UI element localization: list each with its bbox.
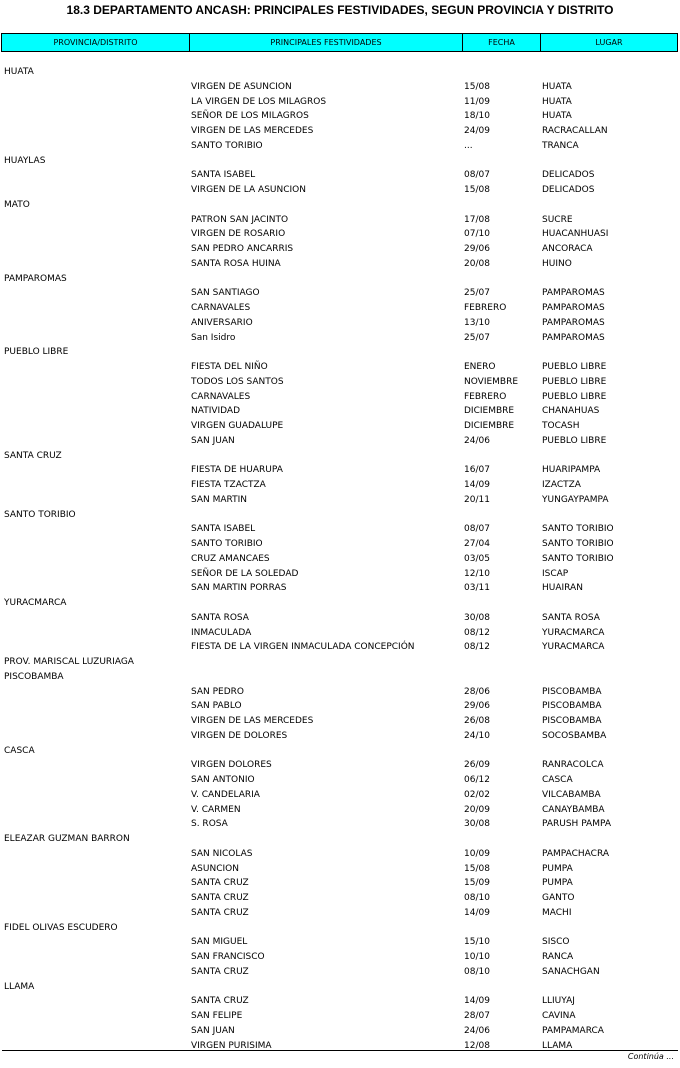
- festivity-date: 12/10: [464, 568, 490, 579]
- province-district-row: [0, 744, 680, 759]
- festivity-row: [0, 316, 680, 331]
- festivity-place: MACHI: [542, 907, 572, 918]
- festivity-name: SAN FRANCISCO: [191, 952, 265, 962]
- column-header-fecha: FECHA: [463, 34, 541, 51]
- festivity-row: [0, 419, 680, 434]
- festivity-date: 08/12: [464, 627, 490, 638]
- festivity-date: 28/06: [464, 686, 490, 697]
- festivity-date: 26/08: [464, 716, 490, 726]
- festivity-row: [0, 360, 680, 375]
- province-district-row: [0, 670, 680, 685]
- festivity-row: [0, 463, 680, 478]
- festivity-date: DICIEMBRE: [464, 421, 515, 431]
- district-name: PAMPAROMAS: [4, 273, 67, 284]
- festivity-row: [0, 213, 680, 228]
- festivity-place: YURACMARCA: [542, 642, 605, 653]
- festivity-row: [0, 581, 680, 596]
- festivity-row: [0, 95, 680, 110]
- festivity-name: PATRON SAN JACINTO: [191, 214, 289, 225]
- festivity-row: [0, 537, 680, 552]
- festivity-name: SAN ANTONIO: [191, 775, 255, 785]
- festivity-date: 03/11: [464, 583, 490, 594]
- festivity-date: NOVIEMBRE: [464, 376, 519, 387]
- province-district-row: [0, 65, 680, 80]
- festivity-name: SEÑOR DE LA SOLEDAD: [191, 568, 299, 579]
- festivity-date: 18/10: [464, 111, 490, 122]
- festivity-name: VIRGEN DE ASUNCION: [191, 81, 292, 92]
- festivity-place: PUMPA: [542, 878, 573, 889]
- festivity-date: 06/12: [464, 775, 490, 785]
- column-header-lugar: LUGAR: [595, 38, 623, 47]
- festivity-date: 20/11: [464, 494, 490, 505]
- festivity-row: [0, 965, 680, 980]
- festivity-place: LLAMA: [542, 1040, 573, 1051]
- festivity-place: DELICADOS: [542, 185, 595, 195]
- festivity-row: [0, 390, 680, 405]
- festivity-place: PUMPA: [542, 863, 573, 874]
- column-header-festividades: PRINCIPALES FESTIVIDADES: [190, 34, 463, 51]
- festivity-row: [0, 876, 680, 891]
- festivity-name: SANTO TORIBIO: [191, 140, 263, 151]
- district-name: PISCOBAMBA: [4, 671, 64, 682]
- festivity-name: NATIVIDAD: [191, 406, 241, 417]
- festivity-row: [0, 242, 680, 257]
- festivity-row: [0, 994, 680, 1009]
- festivity-name: CARNAVALES: [191, 303, 251, 313]
- festivity-date: 08/07: [464, 524, 490, 535]
- page-title: 18.3 DEPARTAMENTO ANCASH: PRINCIPALES FESTIVIDADES, SEGUN PROVINCIA Y DISTRITO: [66, 3, 614, 17]
- festivity-name: SAN PEDRO: [191, 686, 245, 697]
- province-district-row: [0, 154, 680, 169]
- festivity-row: [0, 729, 680, 744]
- festivity-date: 07/10: [464, 229, 490, 240]
- festivity-place: HUATA: [542, 81, 572, 92]
- festivity-date: 30/08: [464, 612, 490, 623]
- festivity-date: FEBRERO: [464, 303, 507, 313]
- province-district-row: [0, 596, 680, 611]
- festivity-name: SANTA CRUZ: [191, 966, 249, 977]
- festivity-row: [0, 552, 680, 567]
- festivity-date: 15/09: [464, 878, 490, 889]
- festivity-row: [0, 611, 680, 626]
- festivity-place: HUARIPAMPA: [542, 465, 601, 476]
- festivity-row: [0, 699, 680, 714]
- festivity-name: FIESTA DE HUARUPA: [191, 465, 283, 476]
- festivity-row: [0, 950, 680, 965]
- festivity-row: [0, 817, 680, 832]
- festivity-date: 25/07: [464, 332, 490, 343]
- festivity-place: RACRACALLAN: [542, 126, 608, 136]
- festivity-date: 16/07: [464, 465, 490, 476]
- table-header: [1, 33, 678, 52]
- festivity-date: 14/09: [464, 480, 490, 490]
- festivity-name: FIESTA DE LA VIRGEN INMACULADA CONCEPCIÓN: [191, 642, 415, 653]
- festivity-date: 29/06: [464, 244, 490, 254]
- festivity-place: CAVINA: [542, 1011, 576, 1021]
- festivity-name: VIRGEN DE LAS MERCEDES: [191, 126, 314, 136]
- festivity-place: PUEBLO LIBRE: [542, 376, 607, 387]
- festivity-date: 24/06: [464, 1025, 490, 1036]
- festivity-date: 25/07: [464, 288, 490, 299]
- festivity-row: [0, 906, 680, 921]
- province-district-row: [0, 345, 680, 360]
- province-district-row: [0, 832, 680, 847]
- festivity-date: 12/08: [464, 1040, 490, 1051]
- festivity-name: FIESTA TZACTZA: [191, 480, 266, 490]
- province-district-row: [0, 655, 680, 670]
- festivity-place: ANCORACA: [542, 244, 593, 254]
- festivity-row: [0, 862, 680, 877]
- festivity-name: SAN MARTIN: [191, 494, 248, 505]
- district-name: MATO: [4, 199, 30, 210]
- festivity-row: [0, 1009, 680, 1024]
- festivity-place: PAMPAMARCA: [542, 1025, 604, 1036]
- festivity-date: 28/07: [464, 1011, 490, 1021]
- festivity-date: FEBRERO: [464, 391, 507, 402]
- festivity-row: [0, 626, 680, 641]
- festivity-row: [0, 567, 680, 582]
- festivity-name: SAN JUAN: [191, 1025, 235, 1036]
- festivity-name: SEÑOR DE LOS MILAGROS: [191, 111, 309, 122]
- festivity-place: PUEBLO LIBRE: [542, 435, 607, 446]
- festivity-date: 08/12: [464, 642, 490, 653]
- festivity-place: GANTO: [542, 893, 575, 903]
- district-name: PROV. MARISCAL LUZURIAGA: [4, 657, 134, 667]
- festivity-place: PUEBLO LIBRE: [542, 391, 607, 402]
- festivity-name: INMACULADA: [191, 627, 252, 638]
- festivity-date: 14/09: [464, 996, 490, 1007]
- festivity-date: 27/04: [464, 539, 490, 549]
- festivity-row: [0, 685, 680, 700]
- festivity-name: SANTA CRUZ: [191, 893, 249, 903]
- district-name: PUEBLO LIBRE: [4, 347, 69, 358]
- district-name: YURACMARCA: [4, 598, 67, 608]
- festivity-row: [0, 640, 680, 655]
- festivity-date: 10/10: [464, 952, 490, 962]
- festivity-row: [0, 124, 680, 139]
- festivity-name: VIRGEN DOLORES: [191, 760, 272, 771]
- festivity-row: [0, 257, 680, 272]
- festivity-date: 15/10: [464, 937, 490, 948]
- festivity-row: [0, 331, 680, 346]
- festivity-name: SAN JUAN: [191, 435, 235, 446]
- festivity-row: [0, 891, 680, 906]
- festivity-name: V. CARMEN: [191, 804, 241, 815]
- festivity-place: ISCAP: [542, 568, 569, 579]
- festivity-place: YUNGAYPAMPA: [542, 494, 609, 505]
- province-district-row: [0, 921, 680, 936]
- festivity-row: [0, 286, 680, 301]
- festivity-row: [0, 773, 680, 788]
- district-name: FIDEL OLIVAS ESCUDERO: [4, 922, 118, 933]
- festivity-name: SANTA ISABEL: [191, 524, 256, 535]
- festivity-row: [0, 301, 680, 316]
- festivity-date: ...: [464, 140, 473, 151]
- festivity-date: 13/10: [464, 317, 490, 328]
- festivity-date: 24/06: [464, 435, 490, 446]
- festivity-date: 08/07: [464, 170, 490, 181]
- festivity-row: [0, 404, 680, 419]
- festivities-table-body: [0, 65, 680, 1053]
- festivity-name: SAN MIGUEL: [191, 937, 248, 948]
- festivity-row: [0, 139, 680, 154]
- district-name: SANTO TORIBIO: [4, 509, 76, 520]
- festivity-name: S. ROSA: [191, 819, 228, 830]
- festivity-date: 17/08: [464, 214, 490, 225]
- festivity-place: SANTO TORIBIO: [542, 539, 614, 549]
- festivity-place: TRANCA: [542, 140, 579, 151]
- festivity-row: [0, 80, 680, 95]
- festivity-row: [0, 1024, 680, 1039]
- festivity-name: CRUZ AMANCAES: [191, 553, 270, 564]
- festivity-place: HUAIRAN: [542, 583, 583, 594]
- festivity-place: HUATA: [542, 96, 572, 107]
- district-name: SANTA CRUZ: [4, 450, 62, 461]
- festivity-place: HUINO: [542, 258, 572, 269]
- festivity-row: [0, 109, 680, 124]
- festivity-place: VILCABAMBA: [542, 789, 601, 800]
- festivity-name: SANTA CRUZ: [191, 996, 249, 1007]
- festivity-place: PISCOBAMBA: [542, 701, 602, 712]
- festivity-name: SAN NICOLAS: [191, 848, 253, 859]
- festivity-place: SANTA ROSA: [542, 612, 600, 623]
- festivity-date: 24/10: [464, 730, 490, 741]
- festivity-date: 20/09: [464, 804, 490, 815]
- district-name: HUATA: [4, 67, 34, 77]
- festivity-row: [0, 478, 680, 493]
- festivity-date: 08/10: [464, 966, 490, 977]
- festivity-row: [0, 168, 680, 183]
- column-header-provincia: PROVINCIA/DISTRITO: [2, 34, 190, 51]
- festivity-name: CARNAVALES: [191, 391, 251, 402]
- festivity-date: 03/05: [464, 553, 490, 564]
- festivity-date: 15/08: [464, 863, 490, 874]
- festivity-name: SAN SANTIAGO: [191, 288, 260, 299]
- festivity-place: PISCOBAMBA: [542, 686, 602, 697]
- festivity-row: [0, 803, 680, 818]
- festivity-name: VIRGEN GUADALUPE: [191, 421, 284, 431]
- festivity-row: [0, 183, 680, 198]
- festivity-place: PAMPAROMAS: [542, 317, 605, 328]
- continued-note: Continúa ...: [627, 1052, 674, 1061]
- festivity-name: VIRGEN DE LAS MERCEDES: [191, 716, 314, 726]
- festivity-row: [0, 434, 680, 449]
- festivity-place: HUATA: [542, 111, 572, 122]
- festivity-place: RANRACOLCA: [542, 760, 604, 771]
- festivity-place: DELICADOS: [542, 170, 595, 181]
- festivity-name: SANTA CRUZ: [191, 878, 249, 889]
- festivity-name: SANTO TORIBIO: [191, 539, 263, 549]
- district-name: LLAMA: [4, 981, 35, 992]
- festivity-row: [0, 935, 680, 950]
- festivity-row: [0, 375, 680, 390]
- festivity-name: ASUNCION: [191, 863, 239, 874]
- festivity-place: CANAYBAMBA: [542, 804, 605, 815]
- festivity-name: SAN PEDRO ANCARRIS: [191, 244, 294, 254]
- festivity-name: SAN FELIPE: [191, 1011, 243, 1021]
- festivity-row: [0, 522, 680, 537]
- festivity-row: [0, 493, 680, 508]
- festivity-date: 02/02: [464, 789, 490, 800]
- festivity-row: [0, 227, 680, 242]
- festivity-place: SANTO TORIBIO: [542, 553, 614, 564]
- festivity-place: SISCO: [542, 937, 570, 948]
- festivity-name: V. CANDELARIA: [191, 789, 260, 800]
- festivity-name: SANTA ISABEL: [191, 170, 256, 181]
- festivity-date: ENERO: [464, 362, 496, 372]
- festivity-row: [0, 1039, 680, 1054]
- festivity-place: SOCOSBAMBA: [542, 730, 607, 741]
- festivity-date: 30/08: [464, 819, 490, 830]
- bottom-divider: [2, 1050, 678, 1051]
- festivity-date: 10/09: [464, 848, 490, 859]
- festivity-name: ANIVERSARIO: [191, 317, 253, 328]
- festivity-name: VIRGEN DE DOLORES: [191, 730, 288, 741]
- festivity-date: 15/08: [464, 81, 490, 92]
- festivity-name: SAN PABLO: [191, 701, 242, 712]
- festivity-name: FIESTA DEL NIÑO: [191, 362, 268, 372]
- festivity-date: 11/09: [464, 96, 490, 107]
- province-district-row: [0, 272, 680, 287]
- festivity-place: LLIUYAJ: [542, 996, 575, 1007]
- festivity-name: SANTA CRUZ: [191, 907, 249, 918]
- festivity-date: 14/09: [464, 907, 490, 918]
- festivity-row: [0, 788, 680, 803]
- festivity-row: [0, 758, 680, 773]
- festivity-name: TODOS LOS SANTOS: [191, 376, 284, 387]
- festivity-name: SAN MARTIN PORRAS: [191, 583, 287, 594]
- province-district-row: [0, 198, 680, 213]
- festivity-place: SUCRE: [542, 214, 573, 225]
- festivity-name: VIRGEN PURISIMA: [191, 1040, 272, 1051]
- festivity-place: SANTO TORIBIO: [542, 524, 614, 535]
- festivity-date: DICIEMBRE: [464, 406, 515, 417]
- district-name: CASCA: [4, 745, 35, 756]
- festivity-name: San Isidro: [191, 332, 236, 343]
- province-district-row: [0, 508, 680, 523]
- festivity-row: [0, 847, 680, 862]
- festivity-date: 15/08: [464, 185, 490, 195]
- festivity-name: VIRGEN DE ROSARIO: [191, 229, 286, 240]
- festivity-date: 26/09: [464, 760, 490, 771]
- festivity-place: PAMPAROMAS: [542, 303, 605, 313]
- festivity-date: 24/09: [464, 126, 490, 136]
- festivity-place: RANCA: [542, 952, 574, 962]
- festivity-name: VIRGEN DE LA ASUNCION: [191, 185, 306, 195]
- festivity-place: PISCOBAMBA: [542, 716, 602, 726]
- district-name: HUAYLAS: [4, 155, 46, 166]
- province-district-row: [0, 980, 680, 995]
- festivity-place: HUACANHUASI: [542, 229, 609, 240]
- festivity-name: SANTA ROSA HUINA: [191, 258, 281, 269]
- festivity-date: 08/10: [464, 893, 490, 903]
- festivity-row: [0, 714, 680, 729]
- festivity-name: SANTA ROSA: [191, 612, 249, 623]
- festivity-place: PUEBLO LIBRE: [542, 362, 607, 372]
- festivity-date: 29/06: [464, 701, 490, 712]
- festivity-place: CHANAHUAS: [542, 406, 600, 417]
- festivity-place: PAMPAROMAS: [542, 332, 605, 343]
- festivity-place: IZACTZA: [542, 480, 581, 490]
- festivity-place: SANACHGAN: [542, 966, 600, 977]
- festivity-place: TOCASH: [542, 421, 580, 431]
- festivity-place: CASCA: [542, 775, 573, 785]
- festivity-date: 20/08: [464, 258, 490, 269]
- festivity-name: LA VIRGEN DE LOS MILAGROS: [191, 96, 327, 107]
- festivity-place: PAMPACHACRA: [542, 848, 610, 859]
- district-name: ELEAZAR GUZMAN BARRON: [4, 834, 130, 844]
- festivity-place: PAMPAROMAS: [542, 288, 605, 299]
- province-district-row: [0, 449, 680, 464]
- festivity-place: PARUSH PAMPA: [542, 819, 611, 830]
- festivity-place: YURACMARCA: [542, 627, 605, 638]
